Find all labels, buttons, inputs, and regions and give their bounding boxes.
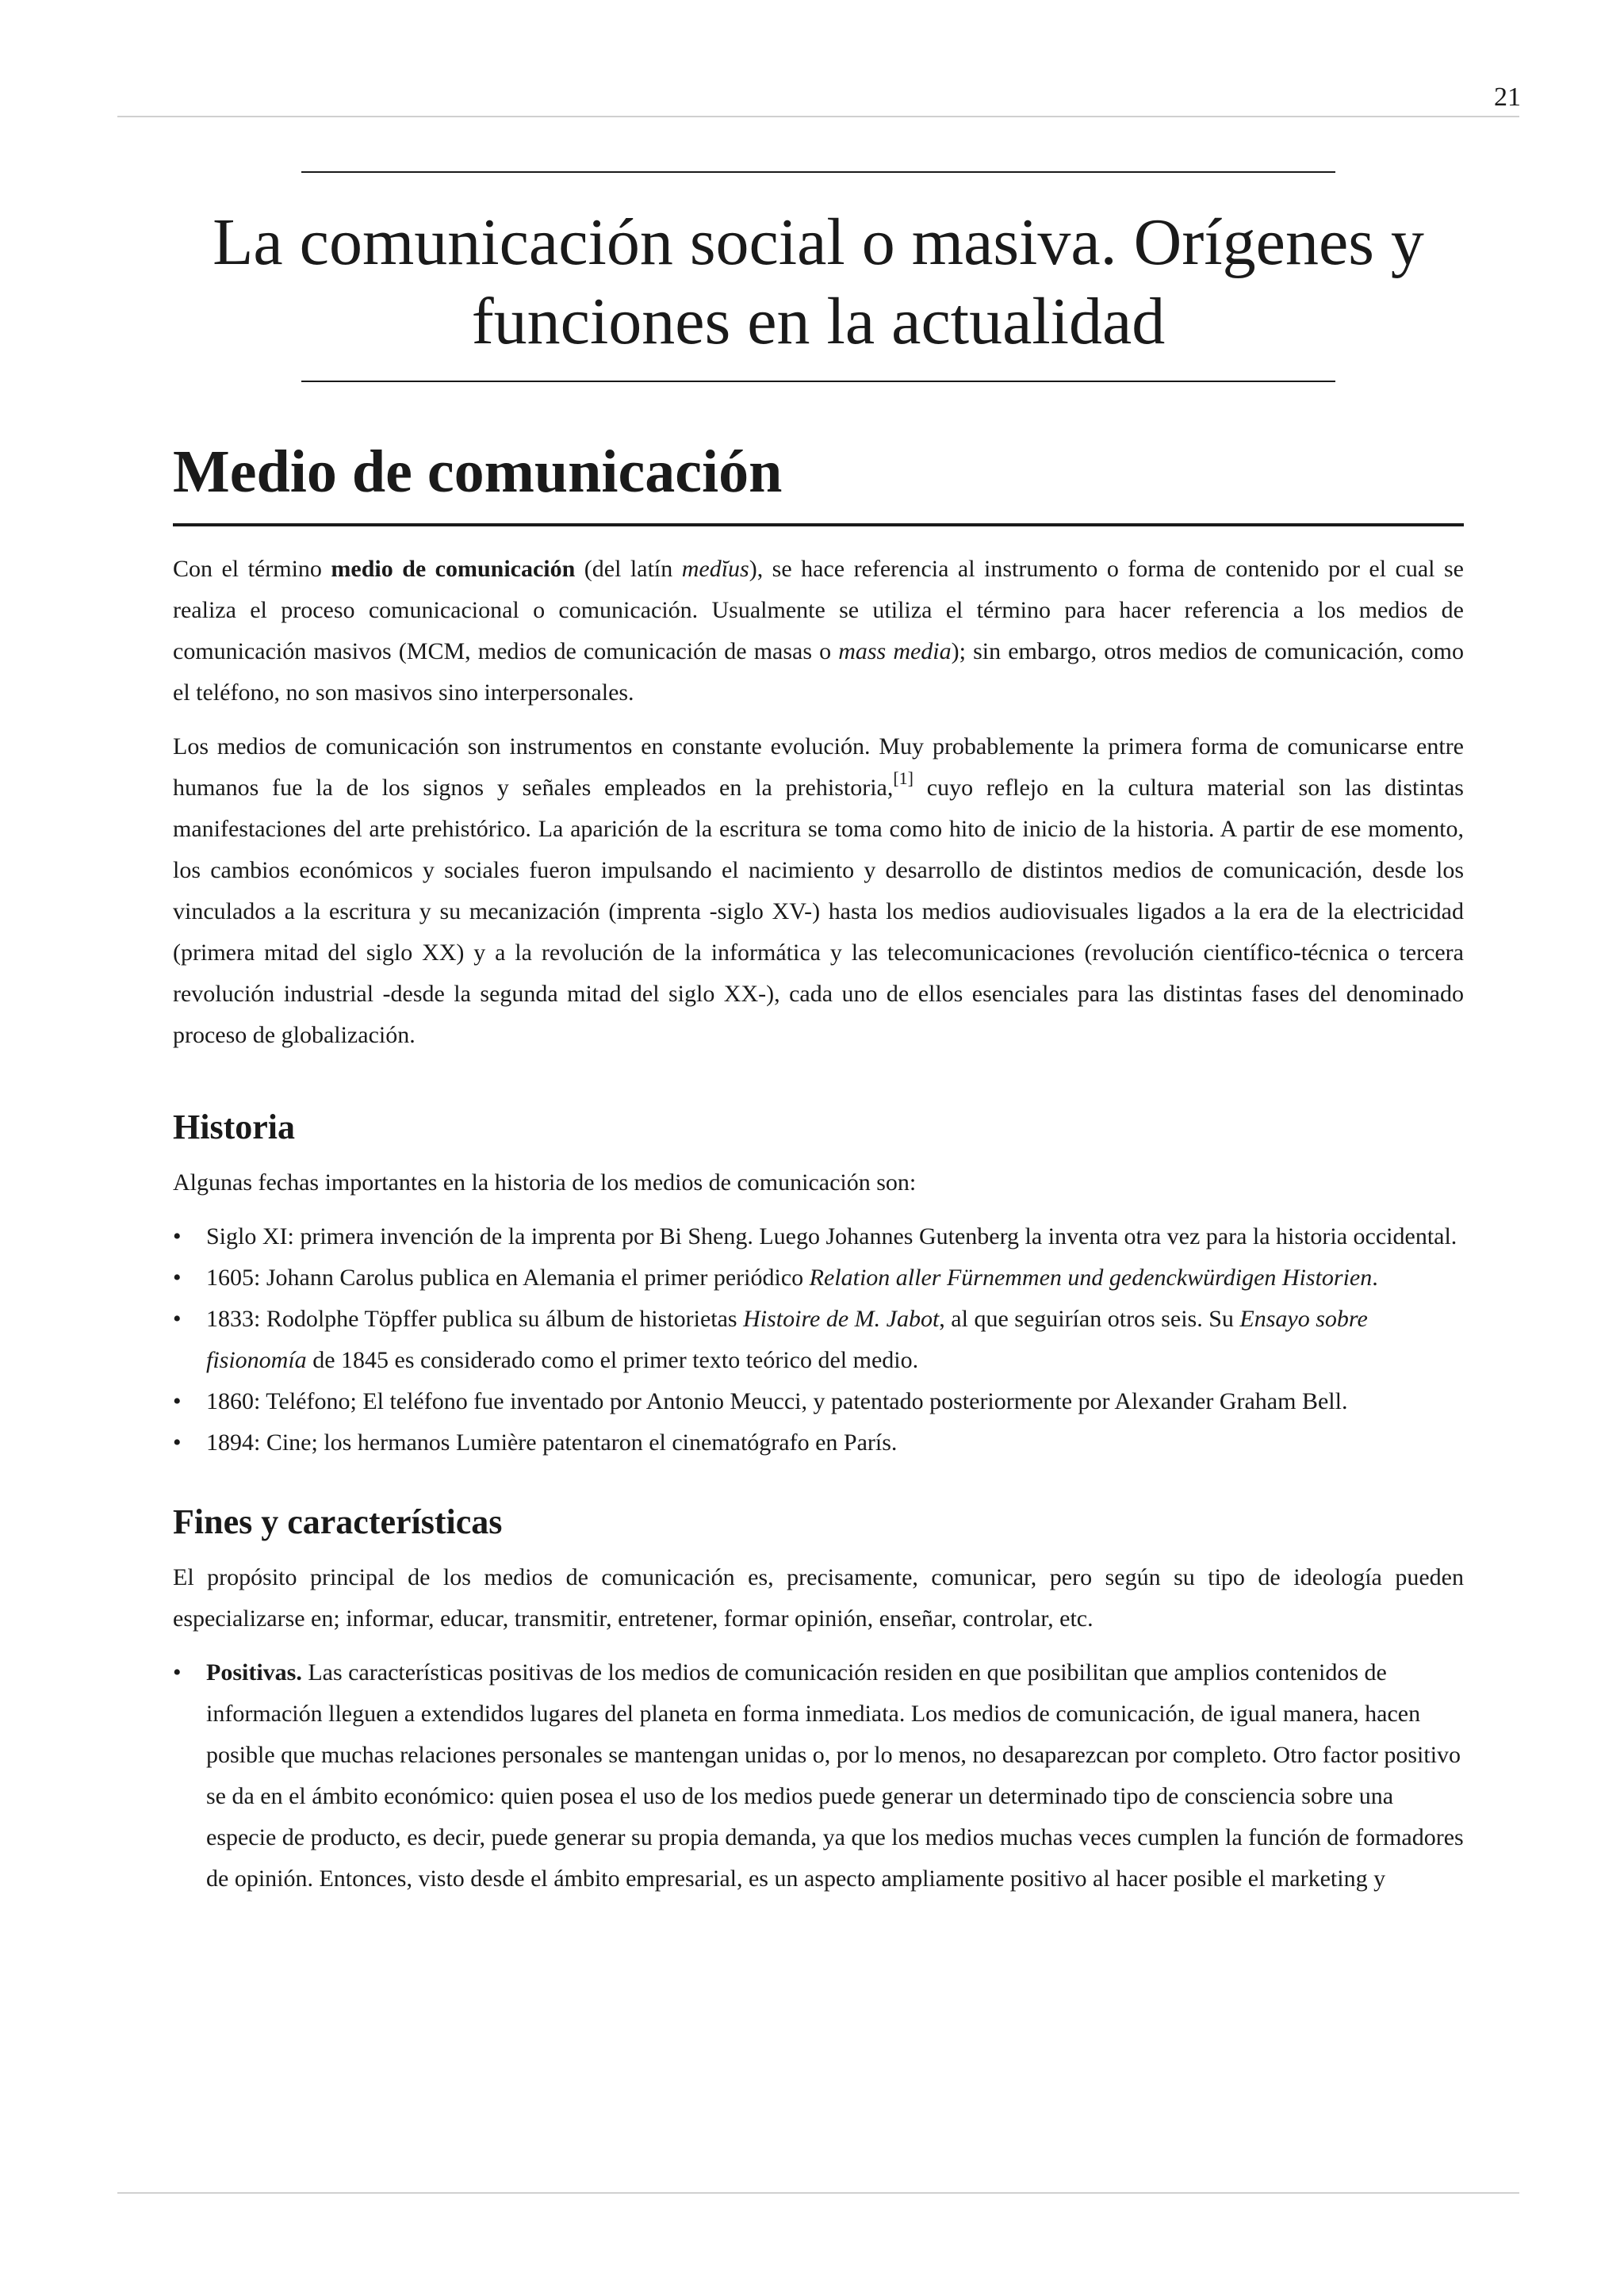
historia-list bbox=[173, 1216, 1464, 1464]
text-run: Siglo XI: primera invención de la imprenta por Bi Sheng. Luego Johannes Gutenberg la inventa otra vez para la historia occidental. bbox=[206, 1223, 1457, 1249]
chapter-title: La comunicación social o masiva. Orígenes y funciones en la actualidad bbox=[213, 205, 1424, 358]
italic-title: Histoire de M. Jabot bbox=[743, 1306, 940, 1332]
text-run: ), se hace referencia al instrumento o forma de contenido por el cual se realiza el proceso comunicacional o comunicación. Usualmente se utiliza el término para hacer referencia a los medios de comunicación masivos (MCM, medios de comunicación de masas o bbox=[173, 556, 1464, 664]
list-item bbox=[173, 1381, 1464, 1422]
evolution-paragraph bbox=[173, 726, 1464, 1056]
chapter-bottom-rule bbox=[301, 381, 1335, 382]
list-item bbox=[173, 1422, 1464, 1464]
footer-rule bbox=[117, 2192, 1519, 2194]
italic-term: mass media bbox=[838, 638, 952, 664]
historia-title: Historia bbox=[173, 1108, 295, 1146]
page-number: 21 bbox=[1494, 82, 1521, 112]
header-rule bbox=[117, 116, 1519, 117]
text-run: 1860: Teléfono; El teléfono fue inventado por Antonio Meucci, y patentado posteriormente por Alexander Graham Bell. bbox=[206, 1388, 1348, 1414]
fines-intro: El propósito principal de los medios de comunicación es, precisamente, comunicar, pero según su tipo de ideología pueden especializarse en; informar, educar, transmitir, entretener, formar opinión, enseñar, controlar, etc. bbox=[173, 1564, 1464, 1632]
text-run: Las características positivas de los medios de comunicación residen en que posibilitan que amplios contenidos de información lleguen a extendidos lugares del planeta en forma inmediata. Los medios de comunicación, de igual manera, hacen posible que muchas relaciones personales se mantengan unidas o, por lo menos, no desaparezcan por completo. Otro factor positivo se da en el ámbito económico: quien posea el uso de los medios puede generar un determinado tipo de consciencia sobre una especie de producto, es decir, puede generar su propia demanda, ya que los medios muchas veces cumplen la función de formadores de opinión. Entonces, visto desde el ámbito empresarial, es un aspecto ampliamente positivo al hacer posible el marketing y bbox=[206, 1659, 1464, 1892]
bullet: • bbox=[173, 1388, 182, 1414]
footnote-reference[interactable]: [1] bbox=[893, 768, 914, 788]
text-run: ); sin embargo, otros medios de comunicación, como el teléfono, no son masivos sino interpersonales. bbox=[173, 638, 1464, 706]
section-title: Medio de comunicación bbox=[173, 428, 1464, 526]
text-run: . bbox=[1372, 1265, 1378, 1291]
text-run: cuyo reflejo en la cultura material son las distintas manifestaciones del arte prehistórico. La aparición de la escritura se toma como hito de inicio de la historia. A partir de ese momento, los cambios económicos y sociales fueron impulsando el nacimiento y desarrollo de distintos medios de comunicación, desde los vinculados a la escritura y su mecanización (imprenta -siglo XV-) hasta los medios audiovisuales ligados a la era de la electricidad (primera mitad del siglo XX) y a la revolución de la informática y las telecomunicaciones (revolución científico-técnica o tercera revolución industrial -desde la segunda mitad del siglo XX-), cada uno de ellos esenciales para las distintas fases del denominado proceso de globalización. bbox=[173, 775, 1464, 1048]
text-run: Los medios de comunicación son instrumentos en constante evolución. Muy probablemente la primera forma de comunicarse entre humanos fue la de los signos y señales empleados en la prehistoria, bbox=[173, 733, 1464, 801]
list-item bbox=[173, 1257, 1464, 1299]
bold-term: Positivas. bbox=[206, 1659, 302, 1686]
text-run: 1605: Johann Carolus publica en Alemania el primer periódico bbox=[206, 1265, 810, 1291]
text-run: Con el término bbox=[173, 556, 331, 582]
chapter-heading bbox=[213, 171, 1424, 382]
bullet: • bbox=[173, 1429, 182, 1456]
bullet: • bbox=[173, 1659, 182, 1686]
bullet: • bbox=[173, 1306, 182, 1332]
page-content bbox=[173, 428, 1464, 1900]
italic-title: Relation aller Fürnemmen und gedenckwürdigen Historien bbox=[809, 1265, 1373, 1291]
fines-title: Fines y características bbox=[173, 1502, 503, 1541]
bullet: • bbox=[173, 1265, 182, 1291]
text-run: 1833: Rodolphe Töpffer publica su álbum de historietas bbox=[206, 1306, 744, 1332]
list-item bbox=[173, 1299, 1464, 1381]
italic-term: medĭus bbox=[681, 556, 749, 582]
bullet: • bbox=[173, 1223, 182, 1249]
chapter-top-rule bbox=[301, 171, 1335, 173]
text-run: 1894: Cine; los hermanos Lumière patentaron el cinematógrafo en París. bbox=[206, 1429, 898, 1456]
list-item bbox=[173, 1652, 1464, 1900]
text-run: de 1845 es considerado como el primer texto teórico del medio. bbox=[306, 1347, 919, 1373]
historia-intro: Algunas fechas importantes en la historia de los medios de comunicación son: bbox=[173, 1169, 917, 1196]
text-run: (del latín bbox=[575, 556, 682, 582]
intro-paragraph bbox=[173, 549, 1464, 714]
bold-term: medio de comunicación bbox=[331, 556, 576, 582]
italic-title: Ensayo sobre fisionomía bbox=[206, 1306, 1368, 1373]
fines-list bbox=[173, 1652, 1464, 1900]
list-item bbox=[173, 1216, 1464, 1257]
text-run: , al que seguirían otros seis. Su bbox=[939, 1306, 1240, 1332]
